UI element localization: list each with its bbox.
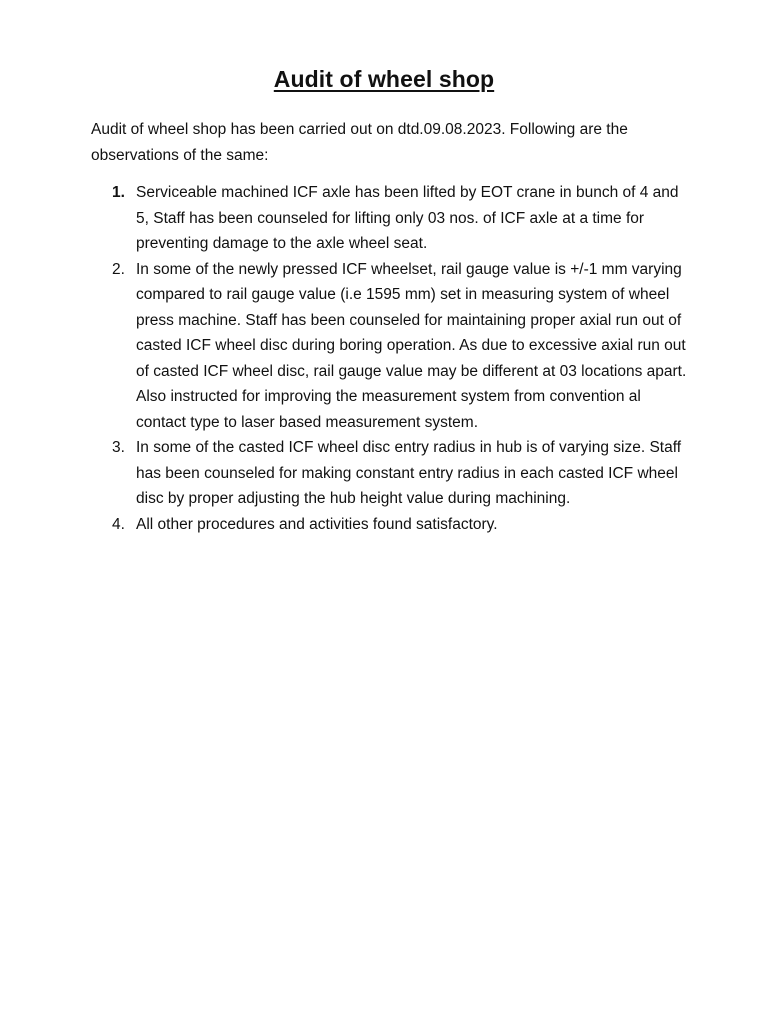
observation-text: In some of the newly pressed ICF wheelset, rail gauge value is +/-1 mm varying compared to rail gauge value (i.e 1595 mm) set in measuring system of wheel press machine. Staff has been counseled for maintaining proper axial run out of casted ICF wheel disc during boring operation. As due to excessive axial run out of casted ICF wheel disc, rail gauge value may be different at 03 locations apart. Also instructed for improving the measurement system from convention al contact type to laser based measurement system. (136, 260, 687, 431)
observation-text: Serviceable machined ICF axle has been lifted by EOT crane in bunch of 4 and 5, Staff has been counseled for lifting only 03 nos. of ICF axle at a time for preventing damage to the axle wheel seat. (136, 184, 679, 252)
observation-text: All other procedures and activities found satisfactory. (136, 515, 498, 533)
observation-text: In some of the casted ICF wheel disc entry radius in hub is of varying size. Staff has been counseled for making constant entry radius in each casted ICF wheel disc by proper adjusting the hub height value during machining. (136, 439, 682, 507)
observation-number: 4. (112, 515, 125, 533)
document-title: Audit of wheel shop (273, 66, 495, 92)
intro-paragraph: Audit of wheel shop has been carried out on dtd.09.08.2023. Following are the observations of the same: (91, 121, 628, 164)
observation-item-3 (91, 435, 691, 512)
observations-list (91, 180, 691, 537)
observation-item-4 (91, 512, 691, 538)
observation-item-1 (91, 180, 691, 257)
observation-number: 2. (112, 260, 125, 278)
observation-number: 3. (112, 439, 125, 456)
observation-item-2 (91, 257, 691, 436)
observation-number: 1. (112, 184, 125, 201)
